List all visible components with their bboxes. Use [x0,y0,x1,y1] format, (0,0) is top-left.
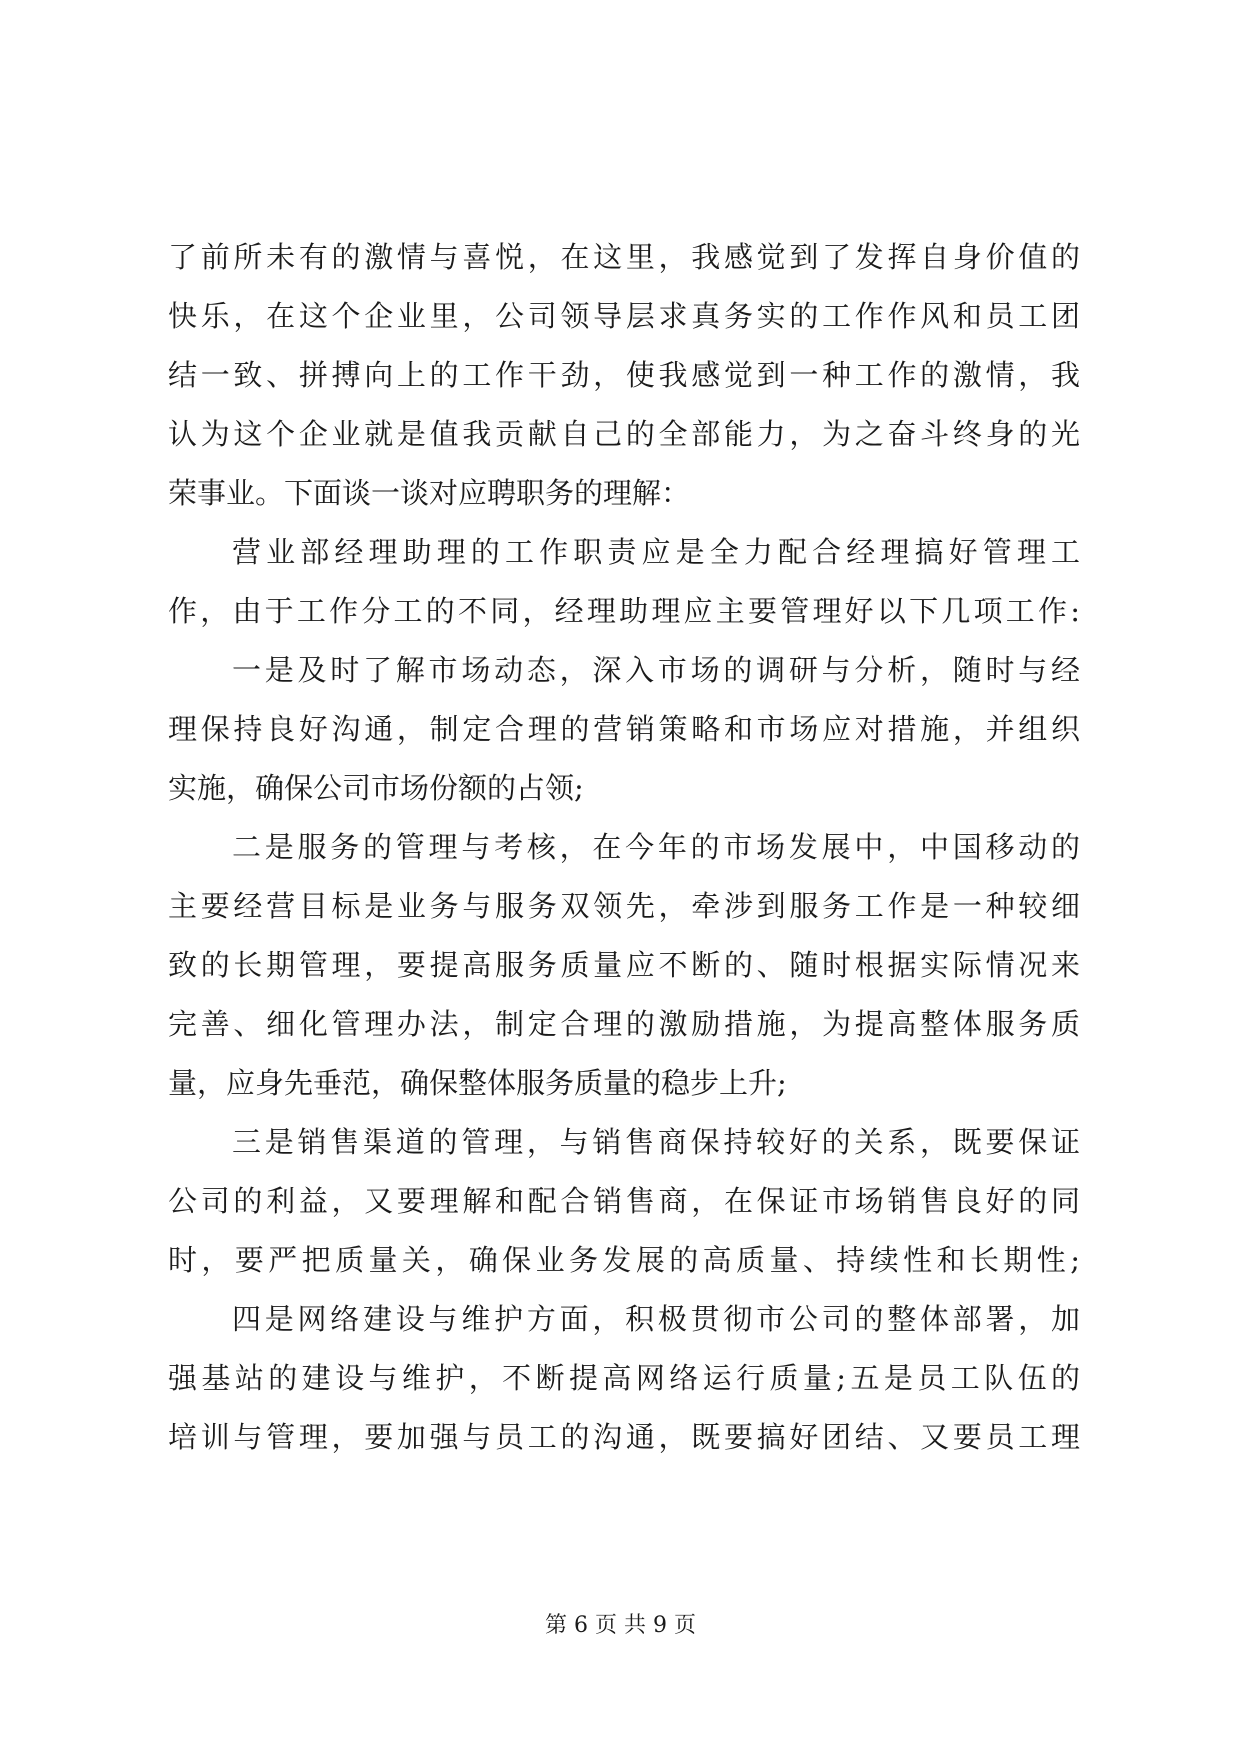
text-line: 认为这个企业就是值我贡献自己的全部能力，为之奋斗终身的光 [168,417,1080,451]
text-line: 时，要严把质量关，确保业务发展的高质量、持续性和长期性; [168,1243,1080,1277]
text-line: 理保持良好沟通，制定合理的营销策略和市场应对措施，并组织 [168,712,1080,746]
text-line: 培训与管理，要加强与员工的沟通，既要搞好团结、又要员工理 [168,1420,1080,1454]
text-line: 量，应身先垂范，确保整体服务质量的稳步上升; [168,1066,787,1100]
text-line: 营业部经理助理的工作职责应是全力配合经理搞好管理工 [232,535,1080,569]
page-footer: 第 6 页 共 9 页 [545,1613,696,1638]
text-line: 快乐，在这个企业里，公司领导层求真务实的工作作风和员工团 [168,299,1080,333]
text-line: 三是销售渠道的管理，与销售商保持较好的关系，既要保证 [232,1125,1080,1159]
text-line: 四是网络建设与维护方面，积极贯彻市公司的整体部署，加 [232,1302,1080,1336]
text-line: 致的长期管理，要提高服务质量应不断的、随时根据实际情况来 [168,948,1080,982]
text-line: 实施，确保公司市场份额的占领; [168,771,584,805]
text-line: 结一致、拼搏向上的工作干劲，使我感觉到一种工作的激情，我 [168,358,1080,392]
body-text [168,228,1080,1467]
text-line: 二是服务的管理与考核，在今年的市场发展中，中国移动的 [232,830,1080,864]
text-line: 公司的利益，又要理解和配合销售商，在保证市场销售良好的同 [168,1184,1080,1218]
text-line: 荣事业。下面谈一谈对应聘职务的理解： [168,476,691,510]
text-line: 完善、细化管理办法，制定合理的激励措施，为提高整体服务质 [168,1007,1080,1041]
text-line: 强基站的建设与维护，不断提高网络运行质量;五是员工队伍的 [168,1361,1080,1395]
text-line: 作，由于工作分工的不同，经理助理应主要管理好以下几项工作: [168,594,1080,628]
text-line: 了前所未有的激情与喜悦，在这里，我感觉到了发挥自身价值的 [168,240,1080,274]
text-line: 主要经营目标是业务与服务双领先，牵涉到服务工作是一种较细 [168,889,1080,923]
text-line: 一是及时了解市场动态，深入市场的调研与分析，随时与经 [232,653,1080,687]
